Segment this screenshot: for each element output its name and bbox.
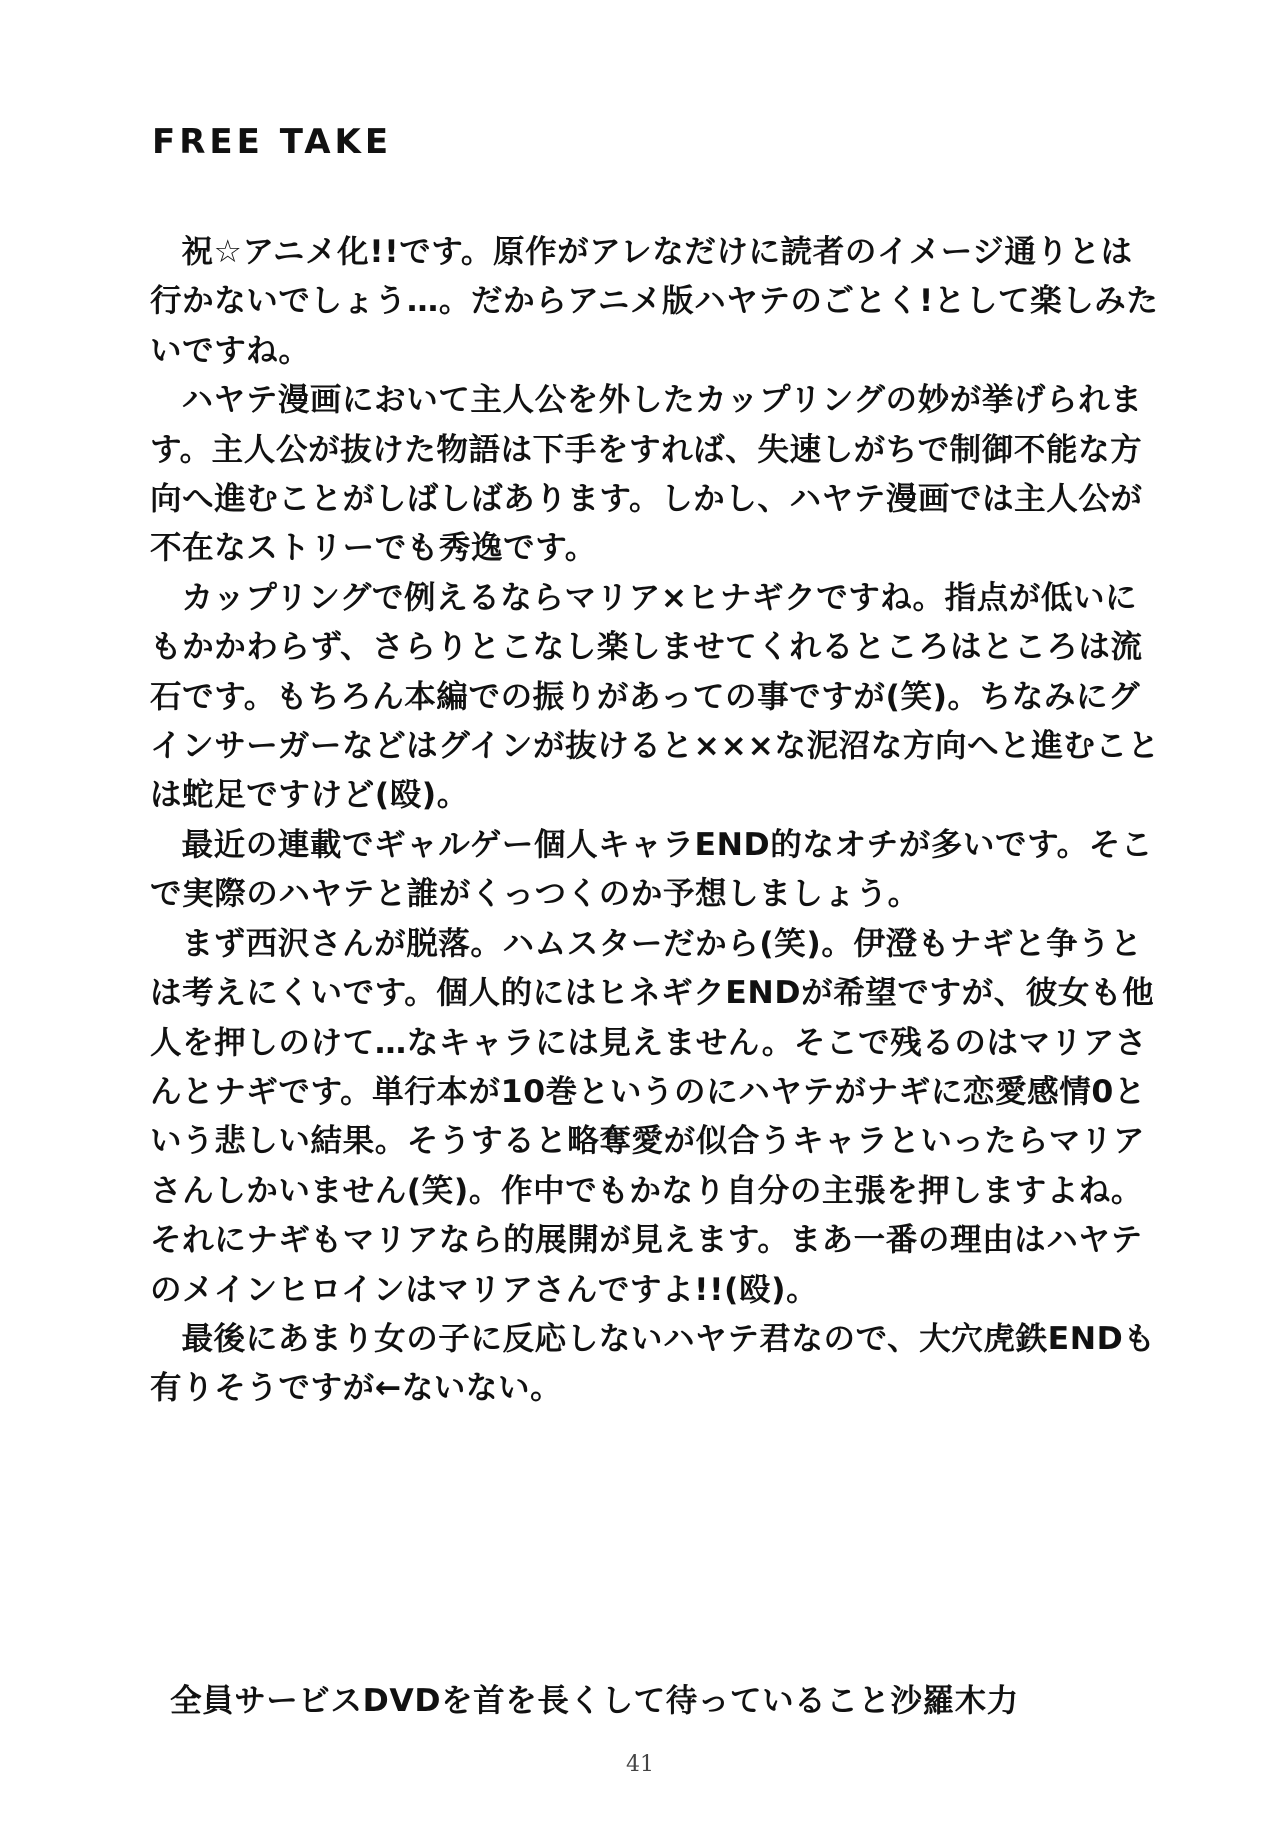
paragraph-6: 最後にあまり女の子に反応しないハヤテ君なので、大穴虎鉄ENDも有りそうですが←ないない。 [150, 1320, 1156, 1407]
paragraph-4: 最近の連載でギャルゲー個人キャラEND的なオチが多いです。そこで実際のハヤテと誰がくっつくのか予想しましょう。 [150, 826, 1153, 913]
paragraph-3: カップリングで例えるならマリア×ヒナギクですね。指点が低いにもかかわらず、さらりとこなし楽しませてくれるところはところは流石です。もちろん本編での振りがあっての事ですが(笑)。ちなみにグインサーガーなどはグインが抜けると×××な泥沼な方向へと進むことは蛇足ですけど(殴)。 [150, 579, 1160, 814]
author-signature: 全員サービスDVDを首を長くして待っていること沙羅木力 [170, 1683, 1019, 1719]
essay-title: FREE TAKE [152, 122, 393, 162]
paragraph-2: ハヤテ漫画において主人公を外したカップリングの妙が挙げられます。主人公が抜けた物語は下手をすれば、失速しがちで制御不能な方向へ進むことがしばしばあります。しかし、ハヤテ漫画では主人公が不在なストリーでも秀逸です。 [150, 382, 1143, 567]
paragraph-1: 祝☆アニメ化!!です。原作がアレなだけに読者のイメージ通りとは行かないでしょう…。だからアニメ版ハヤテのごとく!として楽しみたいですね。 [150, 234, 1159, 369]
essay-body [150, 228, 1160, 1414]
paragraph-5: まず西沢さんが脱落。ハムスターだから(笑)。伊澄もナギと争うとは考えにくいです。個人的にはヒネギクENDが希望ですが、彼女も他人を押しのけて…なキャラには見えません。そこで残るのはマリアさんとナギです。単行本が10巻というのにハヤテがナギに恋愛感情0という悲しい結果。そうすると略奪愛が似合うキャラといったらマリアさんしかいません(笑)。作中でもかなり自分の主張を押しますよね。それにナギもマリアなら的展開が見えます。まあ一番の理由はハヤテのメインヒロインはマリアさんですよ!!(殴)。 [150, 925, 1155, 1308]
page-number: 41 [626, 1752, 654, 1777]
